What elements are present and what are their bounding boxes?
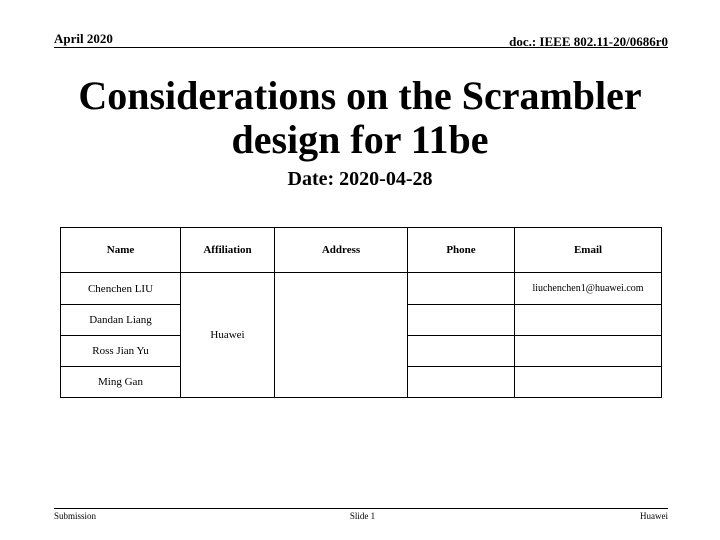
author-phone	[408, 305, 515, 336]
column-header-email: Email	[515, 228, 662, 273]
author-address	[275, 273, 408, 398]
authors-table	[60, 227, 662, 398]
footer-submission: Submission	[54, 511, 97, 521]
table-row	[61, 273, 662, 305]
header-rule	[54, 47, 668, 48]
column-header-phone: Phone	[408, 228, 515, 273]
author-name: Ross Jian Yu	[61, 336, 181, 367]
slide-title	[60, 74, 660, 162]
column-header-address: Address	[275, 228, 408, 273]
slide-title-line-1: Considerations on the Scrambler	[78, 73, 642, 118]
author-phone	[408, 273, 515, 305]
footer-slide-number: Slide 1	[349, 511, 376, 521]
author-phone	[408, 367, 515, 398]
author-name: Chenchen LIU	[61, 273, 181, 305]
author-email	[515, 305, 662, 336]
author-phone	[408, 336, 515, 367]
column-header-affiliation: Affiliation	[181, 228, 275, 273]
column-header-name: Name	[61, 228, 181, 273]
header-doc-id: doc.: IEEE 802.11-20/0686r0	[509, 34, 668, 49]
slide-date: Date: 2020-04-28	[287, 168, 433, 190]
author-email	[515, 336, 662, 367]
table-header-row	[61, 228, 662, 273]
author-email	[515, 367, 662, 398]
header-date: April 2020	[54, 31, 113, 46]
footer-rule	[54, 508, 668, 509]
author-name: Ming Gan	[61, 367, 181, 398]
author-affiliation: Huawei	[181, 273, 275, 398]
slide-title-line-2: design for 11be	[231, 117, 489, 162]
author-email: liuchenchen1@huawei.com	[515, 273, 662, 305]
footer-affiliation: Huawei	[640, 511, 668, 521]
author-name: Dandan Liang	[61, 305, 181, 336]
